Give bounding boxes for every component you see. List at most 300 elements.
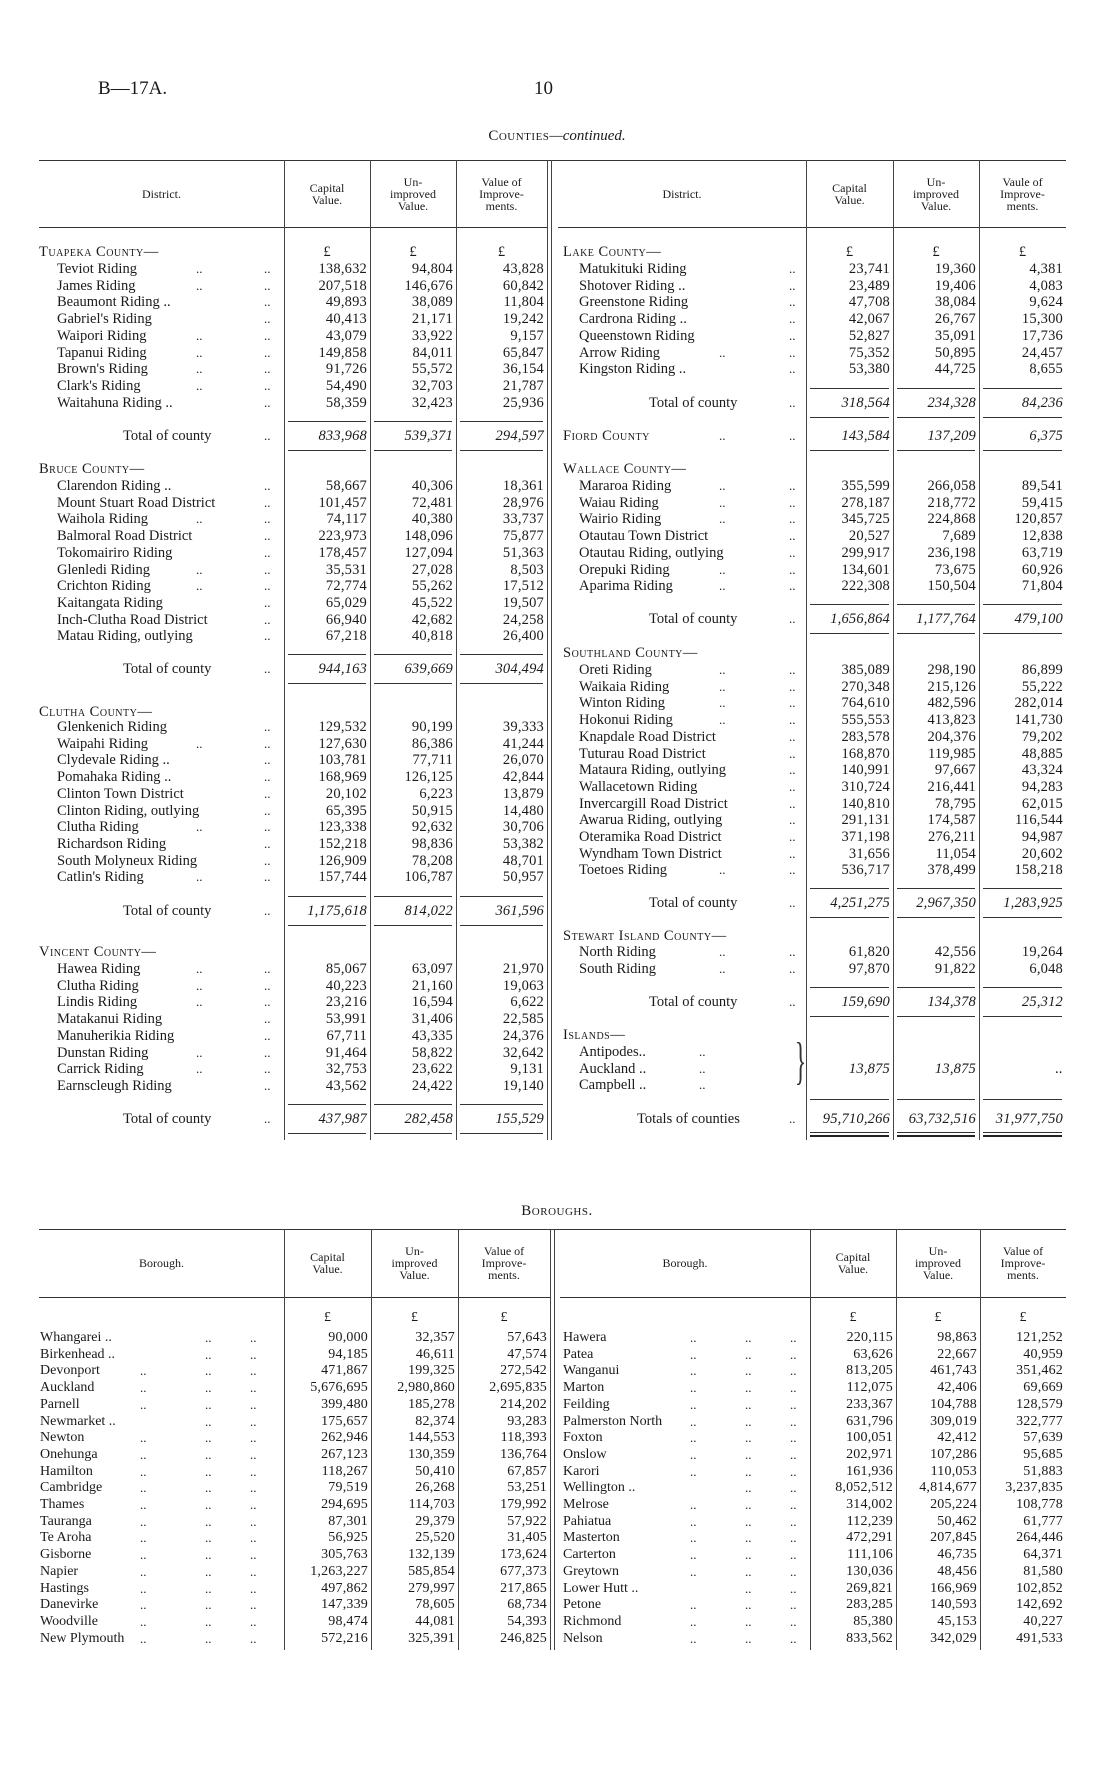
leader-dots: .. [196, 819, 203, 835]
county-total-unimproved-value: 137,209 [927, 428, 976, 444]
district-unimproved-value: 50,895 [934, 344, 976, 361]
district-capital-value: 134,601 [841, 561, 890, 578]
district-improvements-value: 141,730 [1014, 712, 1063, 729]
district-capital-value: 43,562 [325, 1077, 367, 1094]
leader-dots: .. [789, 361, 796, 377]
district-name: Gabriel's Riding [57, 311, 152, 328]
leader-dots: .. [789, 428, 796, 443]
district-improvements-value: 22,585 [502, 1011, 544, 1028]
county-total-capital-value: 437,987 [318, 1111, 367, 1127]
leader-dots: .. [789, 829, 796, 844]
district-name: Glenledi Riding [57, 561, 151, 578]
leader-dots: .. [140, 1430, 147, 1446]
district-unimproved-value: 91,822 [934, 960, 976, 977]
borough-unimproved-value: 279,997 [408, 1580, 455, 1596]
leader-dots: .. [789, 344, 796, 360]
leader-dots: .. [789, 944, 796, 959]
leader-dots: .. [264, 628, 271, 644]
leader-dots: .. [690, 1463, 697, 1479]
district-capital-value: 223,973 [318, 528, 367, 545]
total-rule [897, 604, 975, 605]
borough-improvements-value: 217,865 [500, 1580, 547, 1596]
district-capital-value: 355,599 [841, 478, 890, 494]
borough-capital-value: 112,075 [846, 1380, 893, 1396]
district-unimproved-value: 146,676 [404, 277, 453, 294]
leader-dots: .. [690, 1597, 697, 1613]
column-header-capital: Value. [311, 192, 343, 207]
borough-capital-value: 63,626 [853, 1346, 893, 1362]
leader-dots: .. [789, 294, 796, 310]
district-name: Oteramika Road District [579, 829, 722, 845]
leader-dots: .. [196, 344, 203, 360]
leader-dots: .. [205, 1330, 212, 1345]
leader-dots: .. [745, 1530, 752, 1546]
district-improvements-value: 30,706 [502, 819, 544, 836]
district-capital-value: 23,741 [848, 261, 890, 277]
borough-unimproved-value: 110,053 [930, 1463, 977, 1479]
district-improvements-value: 94,987 [1021, 829, 1063, 845]
district-unimproved-value: 174,587 [927, 812, 976, 829]
leader-dots: .. [745, 1547, 752, 1563]
district-name: Waikaia Riding [579, 678, 670, 695]
total-rule [288, 683, 366, 684]
borough-name: Onslow [563, 1446, 607, 1462]
leader-dots: .. [790, 1330, 797, 1345]
county-total-improvements-value: 479,100 [1014, 611, 1063, 627]
district-improvements-value: 282,014 [1014, 695, 1063, 712]
borough-capital-value: 130,036 [846, 1563, 893, 1579]
leader-dots: .. [789, 845, 796, 861]
district-improvements-value: 19,063 [502, 977, 544, 994]
district-improvements-value: 9,131 [510, 1061, 544, 1078]
total-label: Total of county [649, 611, 738, 627]
district-capital-value: 101,457 [318, 494, 367, 511]
leader-dots: .. [789, 745, 796, 761]
column-header-unimproved: Un- [403, 174, 423, 189]
column-header-capital: Capital [835, 1250, 871, 1264]
total-rule [374, 421, 452, 422]
borough-name: Wanganui [563, 1363, 620, 1379]
leader-dots: .. [250, 1513, 257, 1529]
leader-dots: .. [789, 728, 796, 744]
district-unimproved-value: 215,126 [927, 678, 976, 695]
leader-dots: .. [789, 1111, 796, 1126]
leader-dots: .. [264, 961, 271, 976]
leader-dots: .. [699, 1044, 706, 1059]
district-name: Crichton Riding [57, 578, 151, 595]
district-capital-value: 138,632 [318, 261, 367, 277]
district-name: Mararoa Riding [579, 478, 672, 494]
leader-dots: .. [790, 1396, 797, 1412]
borough-unimproved-value: 309,019 [930, 1413, 977, 1429]
borough-capital-value: 572,216 [321, 1630, 368, 1646]
district-name: Beaumont Riding .. [57, 294, 171, 311]
leader-dots: .. [745, 1380, 752, 1396]
district-name: Orepuki Riding [579, 561, 670, 578]
district-capital-value: 52,827 [848, 327, 890, 344]
leader-dots: .. [140, 1463, 147, 1479]
currency-symbol: £ [411, 1310, 418, 1325]
district-unimproved-value: 106,787 [404, 869, 453, 886]
borough-capital-value: 161,936 [846, 1463, 893, 1479]
district-name: Teviot Riding [57, 261, 137, 277]
borough-name: Thames [40, 1497, 85, 1512]
district-unimproved-value: 73,675 [934, 561, 976, 578]
leader-dots: .. [140, 1446, 147, 1462]
leader-dots: .. [264, 344, 271, 360]
district-unimproved-value: 86,386 [411, 735, 453, 752]
borough-improvements-value: 64,371 [1023, 1547, 1063, 1563]
district-improvements-value: 50,957 [502, 869, 544, 886]
leader-dots: .. [745, 1363, 752, 1379]
leader-dots: .. [789, 327, 796, 343]
county-total-unimproved-value: 639,669 [404, 661, 453, 677]
borough-improvements-value: 179,992 [500, 1497, 547, 1512]
borough-capital-value: 112,239 [846, 1513, 893, 1529]
total-rule [897, 917, 975, 918]
district-name: Clydevale Riding .. [57, 752, 170, 769]
district-name: Kingston Riding .. [579, 361, 687, 378]
borough-name: Onehunga [40, 1446, 98, 1462]
borough-name: Birkenhead .. [40, 1346, 116, 1362]
counties-title: Counties [488, 128, 550, 144]
leader-dots: .. [264, 578, 271, 594]
leader-dots: .. [250, 1563, 257, 1579]
district-name: Tokomairiro Riding [57, 544, 173, 561]
leader-dots: .. [789, 712, 796, 728]
borough-improvements-value: 3,237,835 [1005, 1480, 1063, 1496]
column-header-unimproved: Value. [922, 1268, 954, 1282]
leader-dots: .. [745, 1480, 752, 1496]
district-capital-value: 140,810 [841, 795, 890, 812]
total-rule [460, 1133, 543, 1134]
header-rule [560, 1297, 1066, 1298]
grand-total-label: Totals of counties [637, 1111, 740, 1127]
currency-symbol: £ [497, 244, 506, 260]
leader-dots: .. [264, 752, 271, 768]
leader-dots: .. [205, 1497, 212, 1512]
leader-dots: .. [789, 544, 796, 560]
district-unimproved-value: 78,208 [411, 852, 453, 869]
leader-dots: .. [250, 1413, 257, 1429]
borough-capital-value: 833,562 [846, 1630, 893, 1646]
total-rule [983, 888, 1062, 889]
leader-dots: .. [789, 960, 796, 976]
leader-dots: .. [196, 961, 203, 976]
leader-dots: .. [196, 1044, 203, 1060]
district-name: Clarendon Riding .. [57, 478, 172, 494]
district-improvements-value: 4,083 [1029, 277, 1063, 294]
borough-improvements-value: 128,579 [1016, 1396, 1063, 1412]
leader-dots: .. [205, 1547, 212, 1563]
borough-name: Newmarket .. [40, 1413, 116, 1429]
leader-dots: .. [264, 802, 271, 818]
district-unimproved-value: 50,915 [411, 802, 453, 819]
leader-dots: .. [790, 1497, 797, 1512]
page-number: 10 [534, 78, 553, 99]
leader-dots: .. [264, 594, 271, 610]
total-rule [460, 421, 543, 422]
leader-dots: .. [790, 1413, 797, 1429]
county-total-capital-value: 833,968 [318, 428, 367, 444]
district-unimproved-value: 23,622 [411, 1061, 453, 1078]
leader-dots: .. [719, 428, 726, 443]
borough-name: Greytown [563, 1563, 619, 1579]
leader-dots: .. [250, 1430, 257, 1446]
borough-unimproved-value: 130,359 [408, 1446, 455, 1462]
leader-dots: .. [789, 561, 796, 577]
borough-unimproved-value: 48,456 [937, 1563, 977, 1579]
leader-dots: .. [264, 1111, 271, 1126]
borough-name: Te Aroha [40, 1530, 92, 1546]
district-improvements-value: 71,804 [1021, 578, 1063, 595]
total-rule [374, 896, 452, 897]
leader-dots: .. [745, 1463, 752, 1479]
leader-dots: .. [690, 1563, 697, 1579]
district-capital-value: 49,893 [325, 294, 367, 311]
leader-dots: .. [790, 1463, 797, 1479]
total-rule [810, 417, 889, 418]
district-improvements-value: 6,048 [1029, 960, 1063, 977]
total-rule [288, 1104, 366, 1105]
currency-symbol: £ [1018, 244, 1027, 260]
district-capital-value: 53,991 [325, 1011, 367, 1028]
borough-name: Richmond [563, 1613, 622, 1629]
leader-dots: .. [264, 903, 271, 918]
borough-improvements-value: 491,533 [1016, 1630, 1063, 1646]
county-name: Islands— [563, 1027, 626, 1043]
district-unimproved-value: 7,689 [942, 528, 976, 545]
borough-name: Whangarei .. [40, 1330, 112, 1345]
district-name: Mount Stuart Road District [57, 494, 216, 511]
district-improvements-value: 59,415 [1021, 494, 1063, 511]
district-name: Waitahuna Riding .. [57, 394, 173, 411]
boroughs-section-title: Boroughs. [521, 1203, 593, 1219]
district-unimproved-value: 127,094 [404, 544, 453, 561]
borough-unimproved-value: 29,379 [415, 1513, 455, 1529]
borough-capital-value: 118,267 [321, 1463, 368, 1479]
column-header-capital: Capital [832, 180, 867, 195]
leader-dots: .. [719, 511, 726, 527]
district-name: Waihola Riding [57, 511, 149, 528]
borough-capital-value: 98,474 [328, 1613, 368, 1629]
district-unimproved-value: 378,499 [927, 862, 976, 879]
leader-dots: .. [690, 1446, 697, 1462]
district-unimproved-value: 413,823 [927, 712, 976, 729]
leader-dots: .. [250, 1613, 257, 1629]
district-capital-value: 310,724 [841, 778, 890, 795]
district-capital-value: 291,131 [841, 812, 890, 829]
islands-total-improvements-value: .. [1055, 1060, 1063, 1077]
leader-dots: .. [790, 1446, 797, 1462]
county-total-capital-value: 4,251,275 [830, 895, 890, 911]
islands-total-capital-value: 13,875 [848, 1060, 890, 1077]
column-header-district: District. [662, 186, 702, 201]
column-header-unimproved: Value. [399, 1268, 430, 1282]
total-rule [810, 450, 889, 451]
column-header-district: Borough. [139, 1256, 184, 1270]
currency-symbol: £ [324, 1310, 331, 1325]
district-name: South Riding [579, 960, 656, 977]
total-rule [897, 1099, 975, 1100]
county-total-capital-value: 143,584 [841, 428, 890, 444]
borough-unimproved-value: 50,410 [415, 1463, 455, 1479]
leader-dots: .. [790, 1480, 797, 1496]
district-name: Aparima Riding [579, 578, 673, 595]
district-unimproved-value: 26,767 [934, 311, 976, 328]
borough-improvements-value: 61,777 [1023, 1513, 1063, 1529]
borough-improvements-value: 142,692 [1016, 1597, 1063, 1613]
borough-capital-value: 631,796 [846, 1413, 893, 1429]
district-name: Auckland .. [579, 1060, 647, 1077]
district-name: Balmoral Road District [57, 528, 193, 545]
table-center-divider [551, 160, 552, 1140]
borough-unimproved-value: 207,845 [930, 1530, 977, 1546]
total-label: Total of county [649, 994, 738, 1010]
district-name: Hawea Riding [57, 961, 141, 977]
district-improvements-value: 62,015 [1021, 795, 1063, 812]
district-unimproved-value: 98,836 [411, 835, 453, 852]
borough-name: Devonport [40, 1363, 100, 1379]
total-label: Total of county [123, 428, 212, 444]
leader-dots: .. [719, 561, 726, 577]
leader-dots: .. [745, 1446, 752, 1462]
total-rule [460, 683, 543, 684]
district-capital-value: 178,457 [318, 544, 367, 561]
column-header-unimproved: Un- [926, 174, 946, 189]
leader-dots: .. [205, 1430, 212, 1446]
leader-dots: .. [264, 544, 271, 560]
district-name: Awarua Riding, outlying [579, 812, 723, 829]
district-name: Shotover Riding .. [579, 277, 686, 294]
district-name: Catlin's Riding [57, 869, 144, 886]
district-unimproved-value: 35,091 [934, 327, 976, 344]
leader-dots: .. [250, 1530, 257, 1546]
borough-capital-value: 5,676,695 [310, 1380, 368, 1396]
county-total-improvements-value: 1,283,925 [1003, 895, 1063, 911]
borough-capital-value: 90,000 [328, 1330, 368, 1345]
table-center-divider [547, 160, 548, 1140]
total-label: Total of county [123, 661, 212, 677]
borough-improvements-value: 57,922 [507, 1513, 547, 1529]
leader-dots: .. [789, 762, 796, 778]
district-capital-value: 43,079 [325, 327, 367, 344]
brace-icon: } [794, 1033, 807, 1090]
borough-capital-value: 1,263,227 [310, 1563, 368, 1579]
borough-name: Pahiatua [563, 1513, 612, 1529]
leader-dots: .. [205, 1597, 212, 1613]
table-center-divider [550, 1229, 551, 1650]
borough-capital-value: 202,971 [846, 1446, 893, 1462]
borough-improvements-value: 95,685 [1023, 1446, 1063, 1462]
borough-improvements-value: 68,734 [507, 1597, 547, 1613]
leader-dots: .. [140, 1380, 147, 1396]
leader-dots: .. [140, 1480, 147, 1496]
borough-capital-value: 399,480 [321, 1396, 368, 1412]
leader-dots: .. [789, 478, 796, 493]
borough-unimproved-value: 45,153 [937, 1613, 977, 1629]
district-name: Waipahi Riding [57, 735, 149, 752]
district-name: Clutha Riding [57, 819, 139, 836]
district-capital-value: 207,518 [318, 277, 367, 294]
district-capital-value: 140,991 [841, 762, 890, 779]
leader-dots: .. [264, 311, 271, 327]
district-name: Clinton Riding, outlying [57, 802, 200, 819]
borough-name: Parnell [40, 1396, 80, 1412]
total-rule [374, 450, 452, 451]
total-rule [288, 450, 366, 451]
district-improvements-value: 32,642 [502, 1044, 544, 1061]
leader-dots: .. [205, 1413, 212, 1429]
district-capital-value: 66,940 [325, 611, 367, 628]
district-name: Oreti Riding [579, 662, 652, 678]
district-capital-value: 222,308 [841, 578, 890, 595]
leader-dots: .. [789, 795, 796, 811]
district-name: Kaitangata Riding [57, 594, 163, 611]
column-header-improvements: ments. [1007, 1268, 1039, 1282]
county-total-capital-value: 1,656,864 [830, 611, 890, 627]
table-top-rule [39, 1229, 1066, 1230]
borough-name: Melrose [563, 1497, 609, 1512]
borough-unimproved-value: 107,286 [930, 1446, 977, 1462]
total-rule [288, 1133, 366, 1134]
borough-name: Foxton [563, 1430, 603, 1446]
borough-name: Hamilton [40, 1463, 93, 1479]
district-name: Toetoes Riding [579, 862, 667, 879]
district-capital-value: 123,338 [318, 819, 367, 836]
district-capital-value: 67,218 [325, 628, 367, 645]
borough-capital-value: 175,657 [321, 1413, 368, 1429]
leader-dots: .. [719, 578, 726, 594]
grand-total-unimproved-value: 63,732,516 [908, 1111, 976, 1127]
leader-dots: .. [789, 895, 796, 910]
borough-unimproved-value: 4,814,677 [919, 1480, 977, 1496]
district-name: Dunstan Riding [57, 1044, 149, 1061]
leader-dots: .. [250, 1346, 257, 1362]
leader-dots: .. [690, 1413, 697, 1429]
district-unimproved-value: 119,985 [928, 745, 976, 762]
district-name: Clark's Riding [57, 377, 141, 394]
leader-dots: .. [790, 1513, 797, 1529]
leader-dots: .. [699, 1077, 706, 1093]
total-rule [983, 1016, 1062, 1017]
leader-dots: .. [264, 561, 271, 577]
district-improvements-value: 43,828 [502, 261, 544, 277]
district-capital-value: 278,187 [841, 494, 890, 511]
district-capital-value: 54,490 [325, 377, 367, 394]
county-total-capital-value: 159,690 [841, 994, 890, 1010]
leader-dots: .. [140, 1630, 147, 1646]
county-total-improvements-value: 304,494 [495, 661, 544, 677]
borough-unimproved-value: 22,667 [937, 1346, 977, 1362]
district-capital-value: 91,726 [325, 361, 367, 378]
leader-dots: .. [264, 719, 271, 734]
county-total-unimproved-value: 134,378 [927, 994, 976, 1010]
leader-dots: .. [264, 277, 271, 293]
borough-unimproved-value: 2,980,860 [397, 1380, 455, 1396]
leader-dots: .. [250, 1497, 257, 1512]
leader-dots: .. [140, 1597, 147, 1613]
borough-improvements-value: 51,883 [1023, 1463, 1063, 1479]
leader-dots: .. [789, 812, 796, 828]
district-improvements-value: 24,258 [502, 611, 544, 628]
borough-capital-value: 471,867 [321, 1363, 368, 1379]
county-total-improvements-value: 25,312 [1021, 994, 1063, 1010]
borough-capital-value: 283,285 [846, 1597, 893, 1613]
leader-dots: .. [196, 361, 203, 377]
leader-dots: .. [196, 869, 203, 885]
district-name: Brown's Riding [57, 361, 148, 378]
